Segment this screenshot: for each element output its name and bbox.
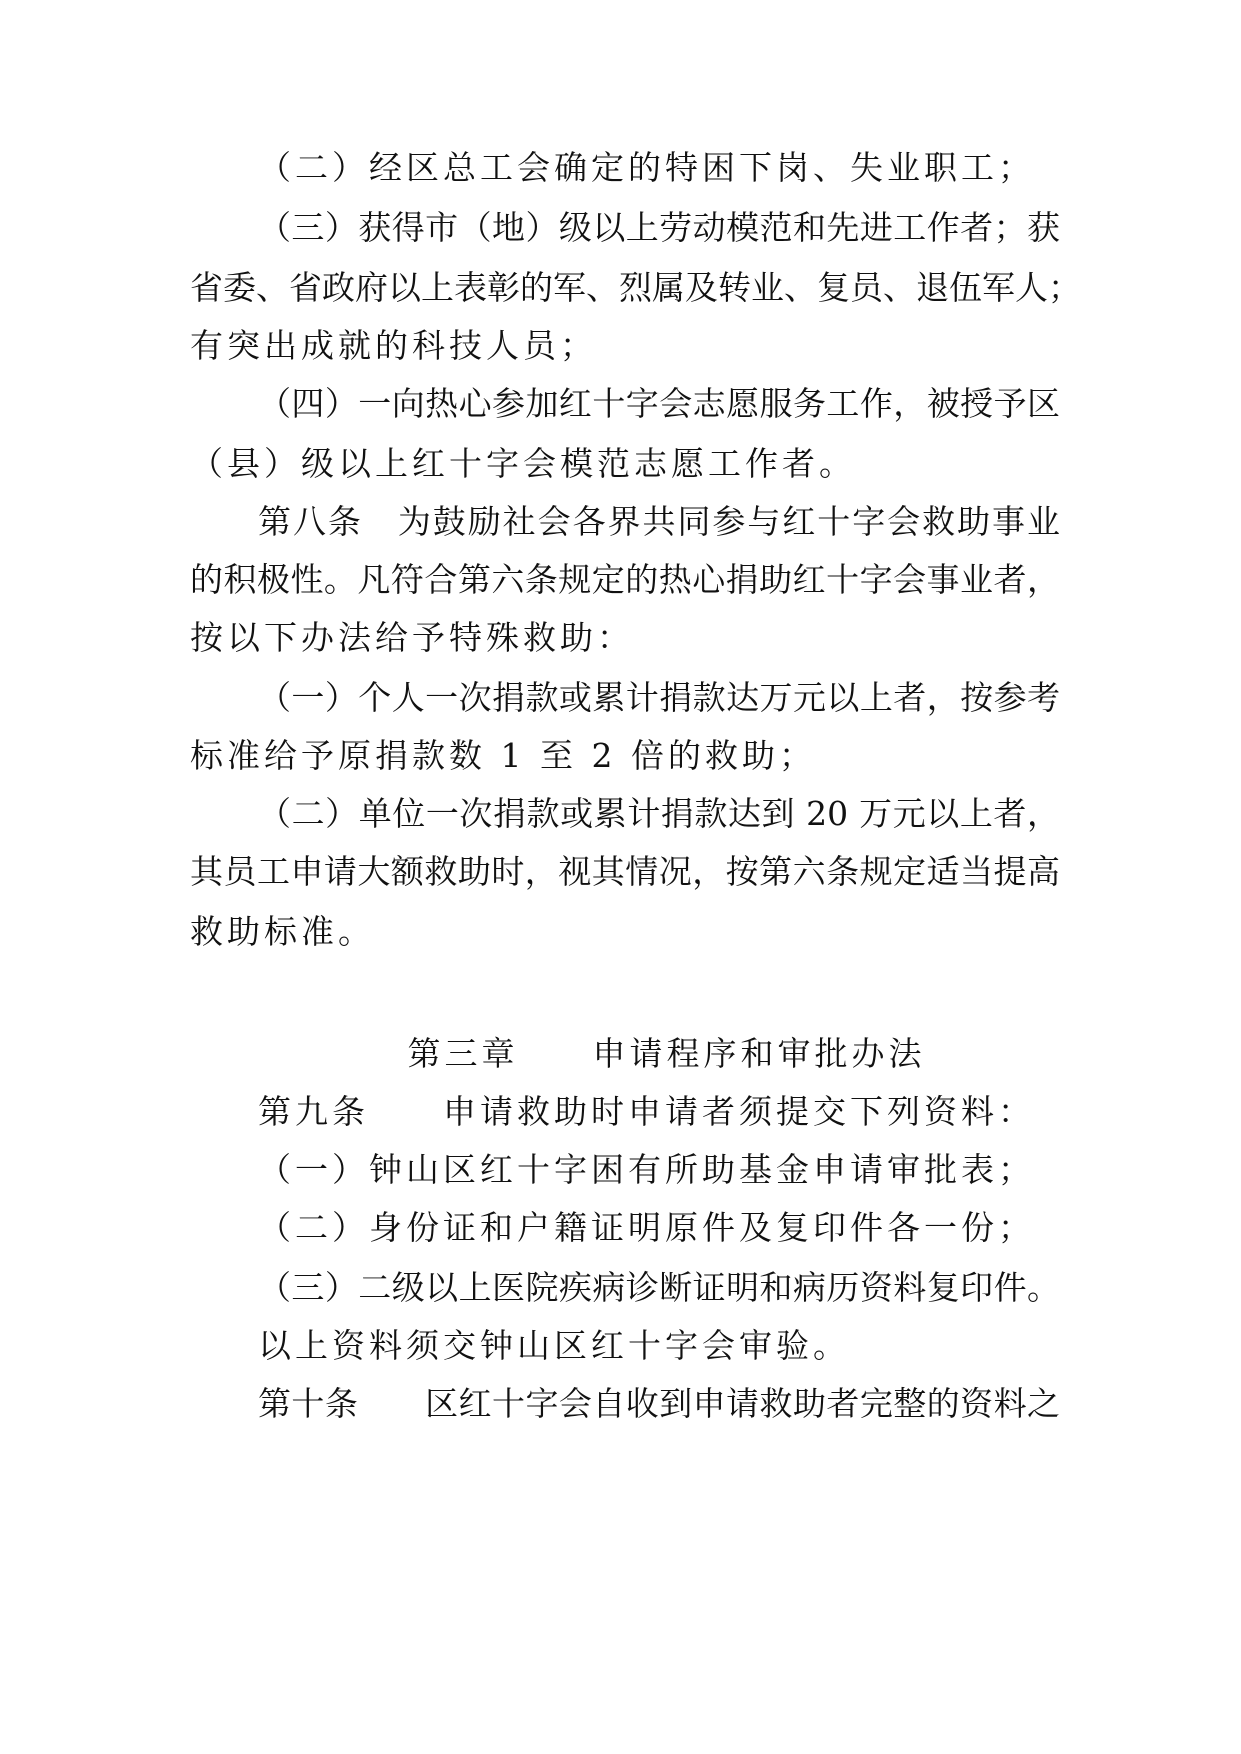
paragraph-line: （三）获得市（地）级以上劳动模范和先进工作者；获: [258, 208, 1060, 247]
paragraph-line: （一）钟山区红十字困有所助基金申请审批表；: [258, 1150, 1035, 1189]
paragraph-line: 其员工申请大额救助时，视其情况，按第六条规定适当提高: [190, 852, 1060, 891]
article-9-line: 第九条 申请救助时申请者须提交下列资料：: [258, 1092, 1035, 1131]
paragraph-line: 按以下办法给予特殊救助：: [190, 618, 634, 657]
paragraph-line: （三）二级以上医院疾病诊断证明和病历资料复印件。: [258, 1268, 1060, 1307]
paragraph-line: 救助标准。: [190, 912, 375, 951]
paragraph-line: 标准给予原捐款数 1 至 2 倍的救助；: [190, 736, 816, 775]
paragraph-line: 的积极性。凡符合第六条规定的热心捐助红十字会事业者，: [190, 560, 1060, 599]
paragraph-line: 省委、省政府以上表彰的军、烈属及转业、复员、退伍军人；: [190, 268, 1081, 307]
paragraph-line: （二）身份证和户籍证明原件及复印件各一份；: [258, 1208, 1035, 1247]
article-8-line: 第八条 为鼓励社会各界共同参与红十字会救助事业: [258, 502, 1060, 541]
article-10-line: 第十条 区红十字会自收到申请救助者完整的资料之: [258, 1384, 1060, 1423]
chapter-heading: 第三章 申请程序和审批办法: [407, 1034, 926, 1073]
paragraph-line: 有突出成就的科技人员；: [190, 326, 597, 365]
paragraph-line: （二）经区总工会确定的特困下岗、失业职工；: [258, 148, 1035, 187]
paragraph-line: （县）级以上红十字会模范志愿工作者。: [190, 444, 856, 483]
paragraph-line: （二）单位一次捐款或累计捐款达到 20 万元以上者，: [258, 794, 1060, 833]
paragraph-line: （一）个人一次捐款或累计捐款达万元以上者，按参考: [258, 678, 1060, 717]
paragraph-line: 以上资料须交钟山区红十字会审验。: [258, 1326, 850, 1365]
paragraph-line: （四）一向热心参加红十字会志愿服务工作，被授予区: [258, 384, 1060, 423]
